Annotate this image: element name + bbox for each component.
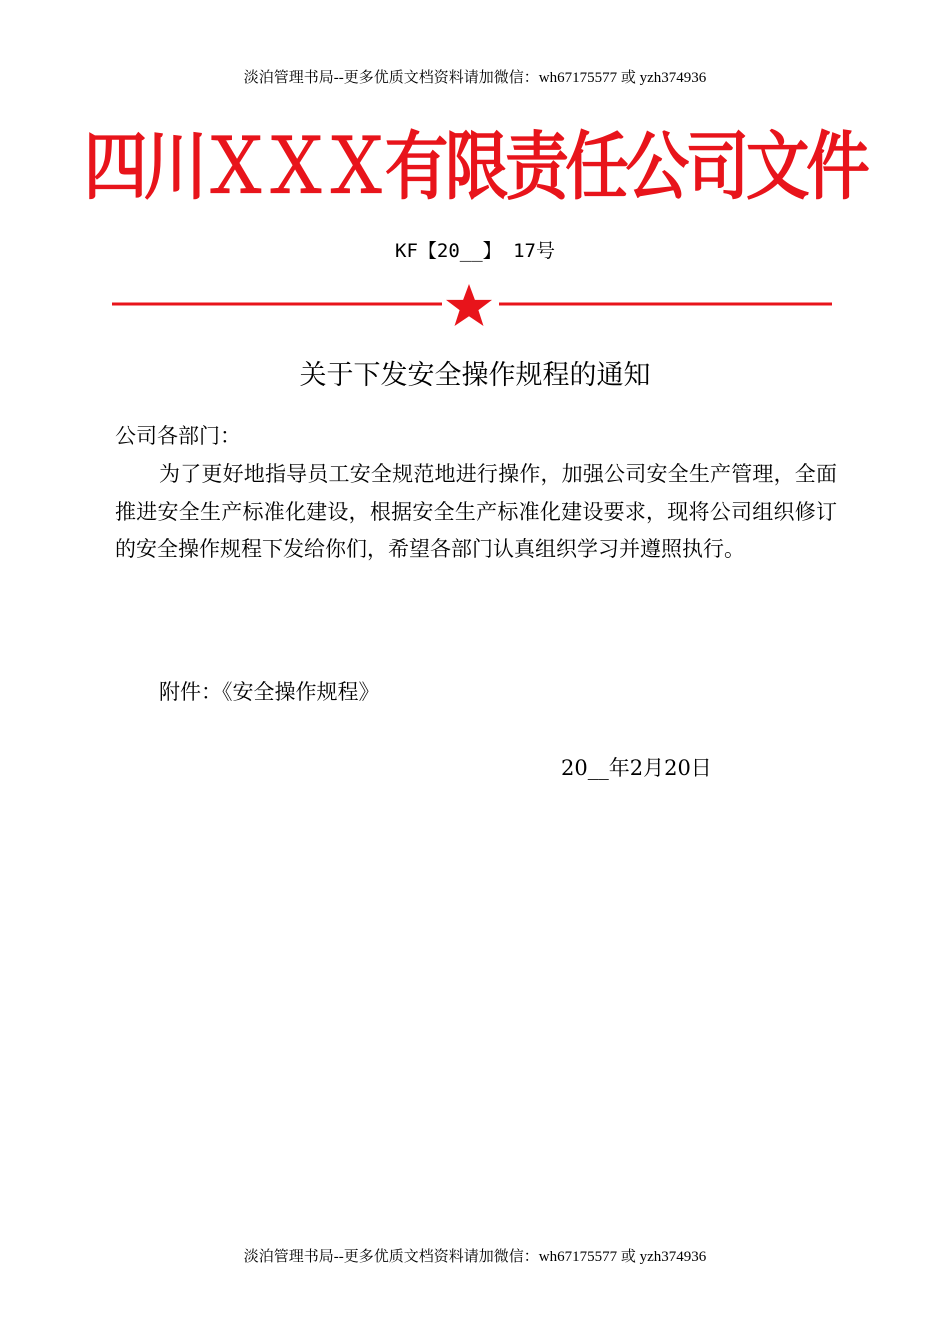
salutation: 公司各部门： <box>115 424 241 448</box>
star-icon <box>446 284 492 326</box>
document-number: KF【20__】 17号 <box>395 240 555 262</box>
footer-note: 淡泊管理书局--更多优质文档资料请加微信：wh67175577 或 yzh374936 <box>243 1249 707 1265</box>
issue-date: 20__年2月20日 <box>561 756 712 780</box>
red-divider <box>112 282 832 326</box>
body-paragraph: 为了更好地指导员工安全规范地进行操作，加强公司安全生产管理，全面推进安全生产标准化建设，根据安全生产标准化建设要求，现将公司组织修订的安全操作规程下发给你们，希望各部门认真组织学习并遵照执行。 <box>115 462 837 561</box>
issuer-title: 四川ＸＸＸ有限责任公司文件 <box>83 124 867 210</box>
notice-title: 关于下发安全操作规程的通知 <box>299 360 651 391</box>
attachment-line: 附件：《安全操作规程》 <box>159 680 380 704</box>
header-note: 淡泊管理书局--更多优质文档资料请加微信：wh67175577 或 yzh374936 <box>243 70 707 86</box>
